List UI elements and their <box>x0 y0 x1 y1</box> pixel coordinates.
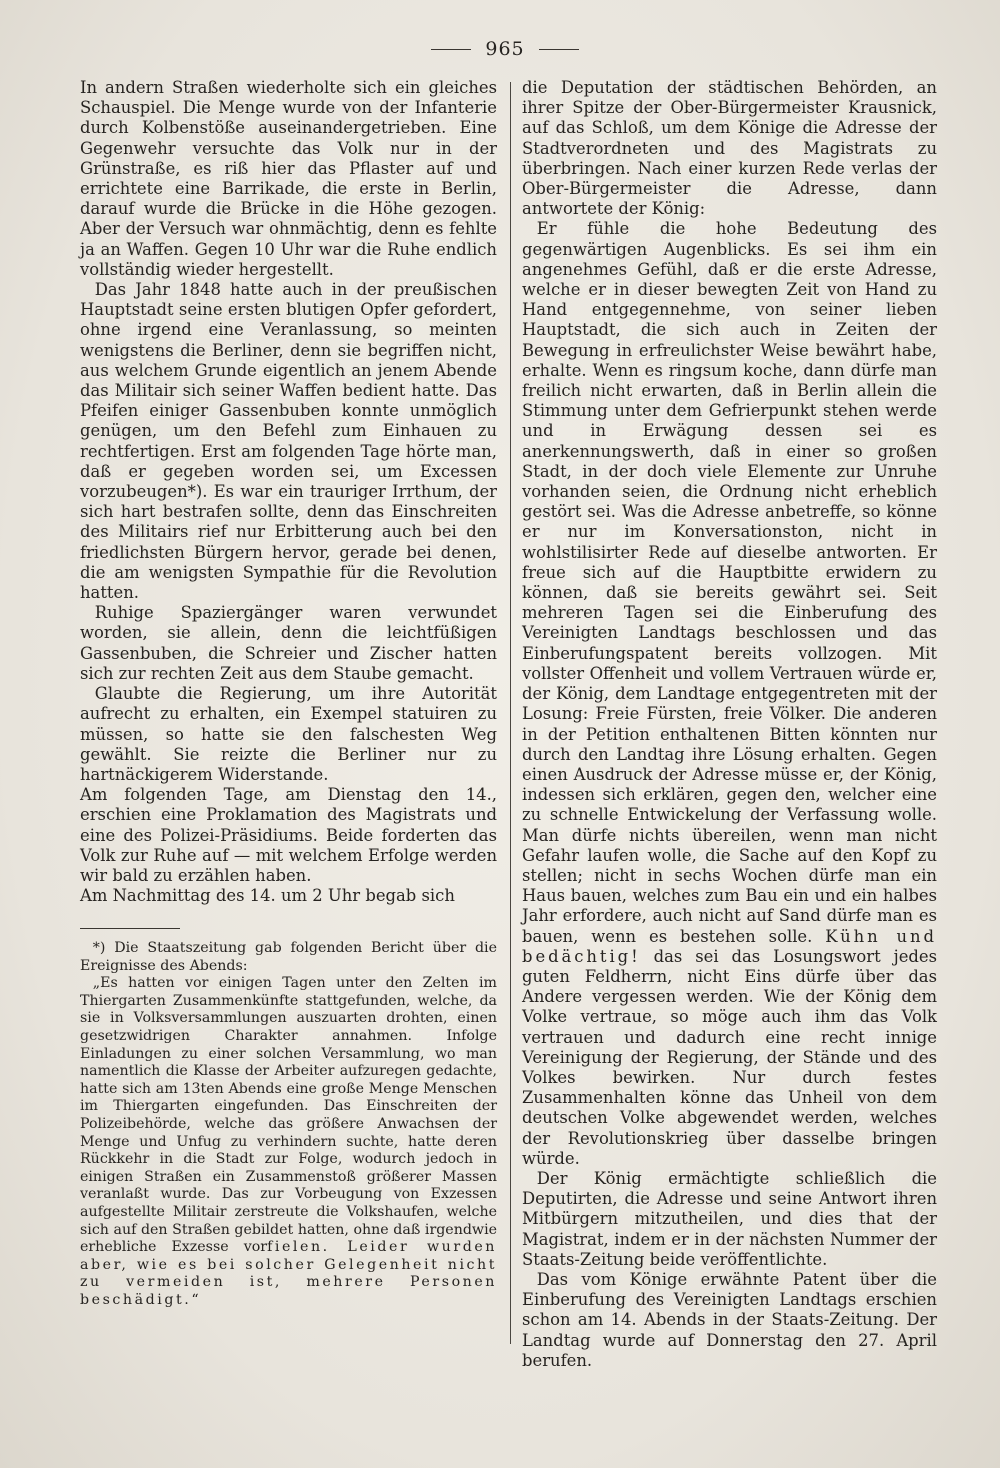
paragraph: Ruhige Spaziergänger waren verwundet worden, sie allein, denn die leichtfüßigen Gassenbuben, die Schreier und Zischer hatten sich zur rechten Zeit aus dem Staube gemacht. <box>80 603 497 683</box>
paragraph: Am folgenden Tage, am Dienstag den 14., erschien eine Proklamation des Magistrats und eine des Polizei-Präsidiums. Beide forderten das Volk zur Ruhe auf — mit welchem Erfolge werden wir bald zu erzählen haben. <box>80 785 497 885</box>
right-column <box>522 78 937 1371</box>
header-rule-left <box>431 49 471 50</box>
footnote-body-spaced: fielen. Leider wurden aber, wie es bei solcher Gelegenheit nicht zu vermeiden ist, mehrere Personen beschädigt.“ <box>80 1239 497 1308</box>
paragraph: Das Jahr 1848 hatte auch in der preußischen Hauptstadt seine ersten blutigen Opfer gefordert, ohne irgend eine Veranlassung, so meinten wenigstens die Berliner, denn sie begriffen nicht, aus welchem Grunde eigentlich an jenem Abende das Militair sich seiner Waffen bedient hatte. Das Pfeifen einiger Gassenbuben konnte unmöglich genügen, um den Befehl zum Einhauen zu rechtfertigen. Erst am folgenden Tage hörte man, daß er gegeben worden sei, um Excessen vorzubeugen*). Es war ein trauriger Irrthum, der sich hart bestrafen sollte, denn das Einschreiten des Militairs rief nur Erbitterung auch bei den friedlichsten Bürgern hervor, gerade bei denen, die am wenigsten Sympathie für die Revolution hatten. <box>80 280 497 603</box>
page-number: 965 <box>485 38 525 60</box>
column-divider <box>510 82 511 1344</box>
header-rule-right <box>539 49 579 50</box>
paragraph: In andern Straßen wiederholte sich ein gleiches Schauspiel. Die Menge wurde von der Infanterie durch Kolbenstöße auseinandergetrieben. Eine Gegenwehr versuchte das Volk nur in der Grünstraße, es riß hier das Pflaster auf und errichtete eine Barrikade, die erste in Berlin, darauf wurde die Brücke in die Höhe gezogen. Aber der Versuch war ohnmächtig, denn es fehlte ja an Waffen. Gegen 10 Uhr war die Ruhe endlich vollständig wieder hergestellt. <box>80 78 497 279</box>
footnote <box>80 940 497 1309</box>
paragraph-text: Er fühle die hohe Bedeutung des gegenwärtigen Augenblicks. Es sei ihm ein angenehmes Gefühl, daß er die erste Adresse, welche er in dieser bewegten Zeit von Hand zu Hand entgegennehme, von seiner lieben Hauptstadt, die sich auch in Zeiten der Bewegung in erfreulichster Weise bewährt habe, erhalte. Wenn es ringsum koche, dann dürfe man freilich nicht erwarten, daß in Berlin allein die Stimmung unter dem Gefrierpunkt stehen werde und in Erwägung dessen sei es anerkennungswerth, daß in einer so großen Stadt, in der doch viele Elemente zur Unruhe vorhanden seien, die Ordnung nicht erheblich gestört sei. Was die Adresse anbetreffe, so könne er nur im Konversationston, nicht in wohlstilisirter Rede auf dieselbe antworten. Er freue sich auf die Hauptbitte erwidern zu können, daß sie bereits gewährt sei. Seit mehreren Tagen sei die Einberufung des Vereinigten Landtags beschlossen und das Einberufungspatent bereits vollzogen. Mit vollster Offenheit und vollem Vertrauen würde er, der König, dem Landtage entgegentreten mit der Losung: Freie Fürsten, freie Völker. Die anderen in der Petition enthaltenen Bitten könnten nur durch den Landtag ihre Lösung erhalten. Gegen einen Ausdruck der Adresse müsse er, der König, indessen sich erklären, gegen den, welcher eine zu schnelle Entwickelung der Verfassung wolle. Man dürfe nichts übereilen, wenn man nicht Gefahr laufen wolle, die Sache auf den Kopf zu stellen; nicht in sechs Wochen dürfe man ein Haus bauen, welches zum Bau ein und ein halbes Jahr erfordere, auch nicht auf Sand dürfe man es bauen, wenn es bestehen solle. <box>522 219 937 946</box>
footnote-body-text: „Es hatten vor einigen Tagen unter den Zelten im Thiergarten Zusammenkünfte stattgefunden, welche, da sie in Volksversammlungen auszuarten drohten, einen gesetzwidrigen Charakter annahmen. Infolge Einladungen zu einer solchen Versammlung, wo man namentlich die Klasse der Arbeiter aufzuregen gedachte, hatte sich am 13ten Abends eine große Menge Menschen im Thiergarten eingefunden. Das Einschreiten der Polizeibehörde, welche das größere Anwachsen der Menge und Unfug zu verhindern suchte, hatte deren Rückkehr in die Stadt zur Folge, wodurch jedoch in einigen Straßen ein Zusammenstoß größerer Massen veranlaßt wurde. Das zur Vorbeugung von Exzessen aufgestellte Militair zerstreute die Volkshaufen, welche sich auf den Straßen gebildet hatten, ohne daß irgendwie erhebliche Exzesse vor <box>80 975 497 1256</box>
paragraph <box>522 219 937 1169</box>
footnote-body <box>80 975 497 1309</box>
paragraph: Glaubte die Regierung, um ihre Autorität aufrecht zu erhalten, ein Exempel statuiren zu müssen, so hatte sie den falschesten Weg gewählt. Sie reizte die Berliner nur zu hartnäckigerem Widerstande. <box>80 684 497 784</box>
paragraph: Das vom Könige erwähnte Patent über die Einberufung des Vereinigten Landtags erschien schon am 14. Abends in der Staats-Zeitung. Der Landtag wurde auf Donnerstag den 27. April berufen. <box>522 1269 937 1370</box>
emphasis-text: Kühn und bedächtig! <box>522 926 937 966</box>
left-column <box>80 78 497 906</box>
footnote-rule <box>80 928 180 929</box>
paragraph-text: das sei das Losungswort jedes guten Feldherrn, nicht Eins dürfe über das Andere vergessen werden. Wie der König dem Volke vertraue, so möge auch ihm das Volk vertrauen und dadurch eine recht innige Vereinigung der Regierung, der Stände und des Volkes bewirken. Nur durch festes Zusammenhalten könne das Unheil von dem deutschen Volke abgewendet werden, welches der Revolutionskrieg über dasselbe bringen würde. <box>522 946 937 1168</box>
paragraph: Der König ermächtigte schließlich die Deputirten, die Adresse und seine Antwort ihren Mitbürgern mitzutheilen, und dies that der Magistrat, indem er in der nächsten Nummer der Staats-Zeitung beide veröffentlichte. <box>522 1168 937 1269</box>
paragraph: die Deputation der städtischen Behörden, an ihrer Spitze der Ober-Bürgermeister Krausnick, auf das Schloß, um dem Könige die Adresse der Stadtverordneten und des Magistrats zu überbringen. Nach einer kurzen Rede verlas der Ober-Bürgermeister die Adresse, dann antwortete der König: <box>522 78 937 219</box>
paragraph: Am Nachmittag des 14. um 2 Uhr begab sich <box>80 886 455 906</box>
page-header <box>420 34 590 64</box>
footnote-intro: *) Die Staatszeitung gab folgenden Bericht über die Ereignisse des Abends: <box>80 940 497 974</box>
